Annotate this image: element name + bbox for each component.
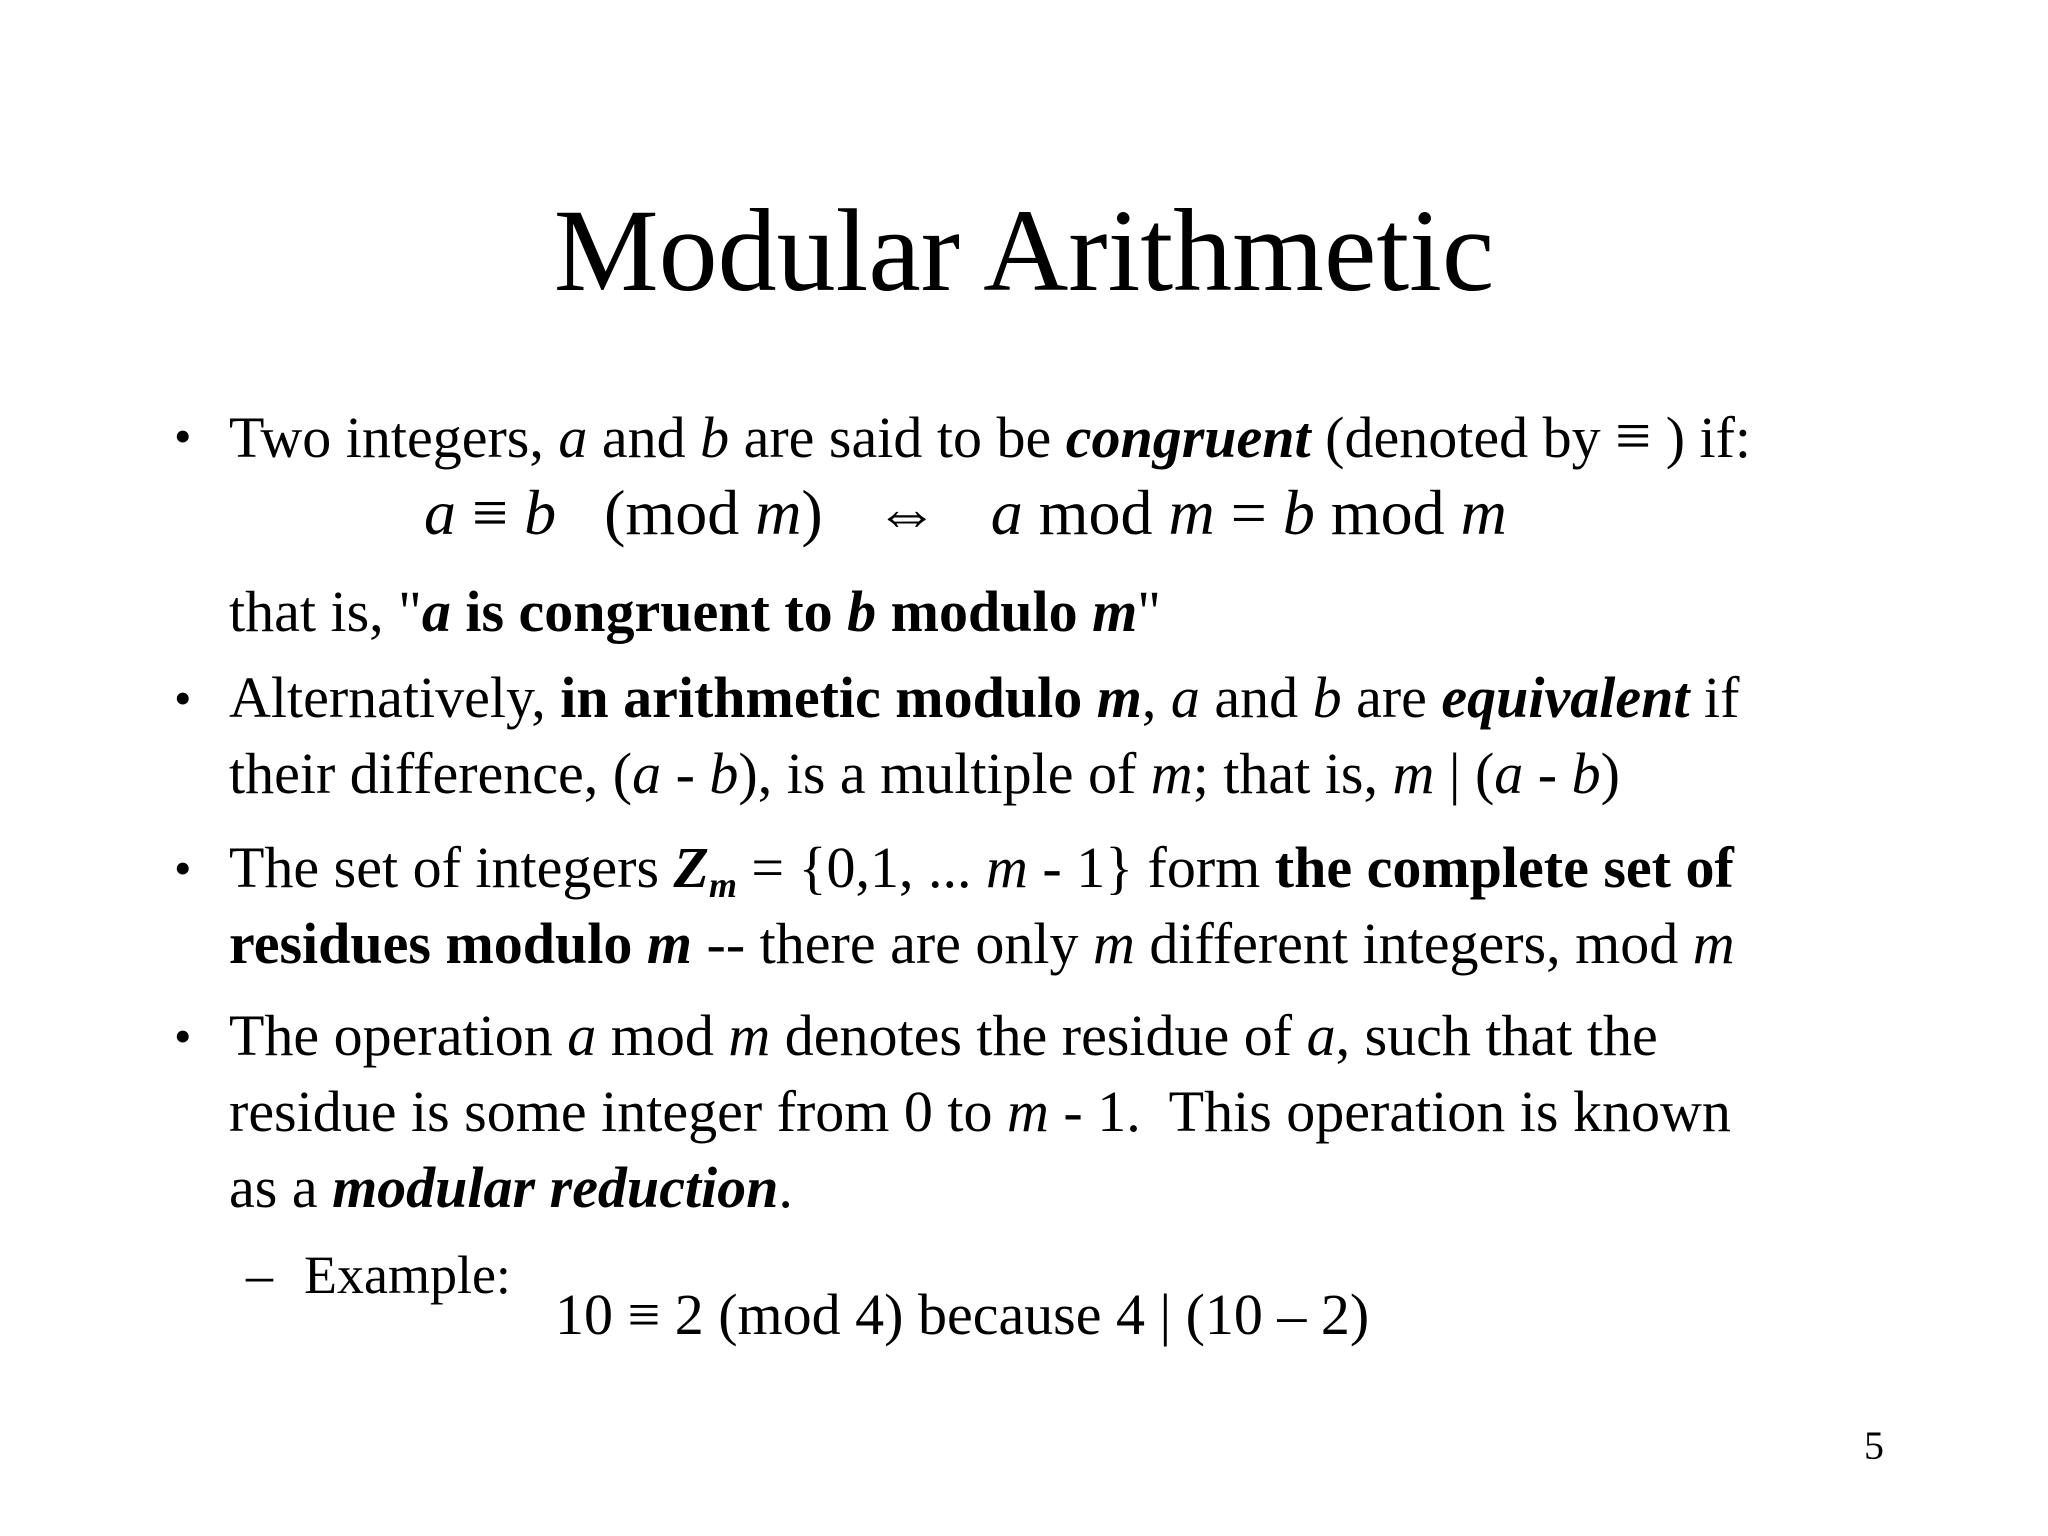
sub-bullet-dash: –	[246, 1245, 273, 1305]
bullet-4-line-2: residue is some integer from 0 to m - 1. This operation is known	[229, 1079, 1731, 1144]
bullet-4-line-1: The operation a mod m denotes the residue of a, such that the	[229, 1003, 1658, 1068]
slide-title: Modular Arithmetic	[553, 185, 1495, 316]
bullet-3-marker: •	[174, 840, 192, 896]
bullet-1-marker: •	[174, 408, 192, 464]
bullet-3-line-2: residues modulo m -- there are only m different integers, mod m	[229, 911, 1735, 976]
bullet-4-line-3: as a modular reduction.	[229, 1155, 793, 1220]
bullet-2-line-2: their difference, (a - b), is a multiple of m; that is, m | (a - b)	[229, 741, 1620, 806]
page-number: 5	[1864, 1423, 1884, 1468]
bullet-1-explanation: that is, "a is congruent to b modulo m"	[229, 579, 1161, 644]
bullet-2-line-1: Alternatively, in arithmetic modulo m, a and b are equivalent if	[229, 665, 1740, 730]
example-label: Example:	[304, 1245, 511, 1305]
bullet-3-line-1: The set of integers $Z_m = \{0,1$, ... m - 1} form the complete set of	[229, 835, 1734, 906]
example-formula: 10 ≡ 2 (mod 4) because 4 | (10 – 2)	[555, 1282, 1370, 1347]
iff-symbol: ⇔	[874, 477, 939, 548]
bullet-4-marker: •	[174, 1008, 192, 1064]
bullet-1-text: Two integers, a and b are said to be congruent (denoted by ≡ ) if:	[229, 400, 1752, 471]
bullet-2-marker: •	[174, 670, 192, 726]
congruence-definition-formula: a ≡ b (mod m) ⇔ a mod m = b mod m	[424, 477, 1507, 548]
